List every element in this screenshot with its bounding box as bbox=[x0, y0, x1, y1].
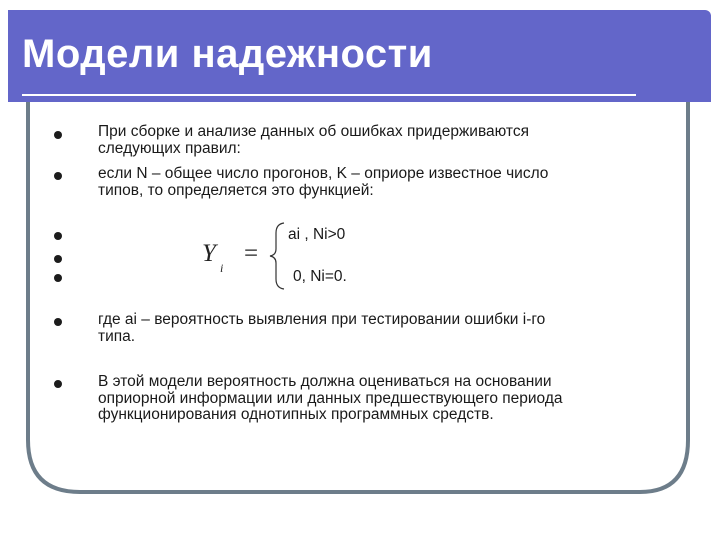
bullet-text-line: При сборке и анализе данных об ошибках придерживаются bbox=[98, 123, 529, 140]
formula-lhs: Y bbox=[202, 240, 216, 267]
bullet-icon bbox=[54, 172, 62, 180]
bullet-text-line: типа. bbox=[98, 327, 136, 345]
bullet-text-line: В этой модели вероятность должна оцениваться на основании bbox=[98, 373, 552, 390]
bullet-icon bbox=[54, 318, 62, 326]
bullet-text-line: типов, то определяется это функцией: bbox=[98, 181, 374, 199]
bullet-text-line: где ai – вероятность выявления при тестировании ошибки i-го bbox=[98, 311, 546, 328]
bullet-icon bbox=[54, 131, 62, 139]
bullet-icon bbox=[54, 380, 62, 388]
bullet-text-line: функционирования однотипных программных средств. bbox=[98, 406, 494, 423]
bullet-icon bbox=[54, 274, 62, 282]
slide-title: Модели надежности bbox=[22, 32, 433, 76]
bullet-icon bbox=[54, 255, 62, 263]
bullet-text-line: следующих правил: bbox=[98, 139, 241, 157]
formula-case-1: ai , Ni>0 bbox=[288, 226, 346, 243]
bullet-text-line: если N – общее число прогонов, K – оприоре известное число bbox=[98, 165, 549, 182]
bullet-text-line: оприорной информации или данных предшествующего периода bbox=[98, 389, 563, 407]
formula-equals: = bbox=[244, 240, 259, 267]
formula-case-2: 0, Ni=0. bbox=[293, 268, 347, 285]
formula-subscript: i bbox=[220, 261, 224, 275]
bullet-icon bbox=[54, 232, 62, 240]
